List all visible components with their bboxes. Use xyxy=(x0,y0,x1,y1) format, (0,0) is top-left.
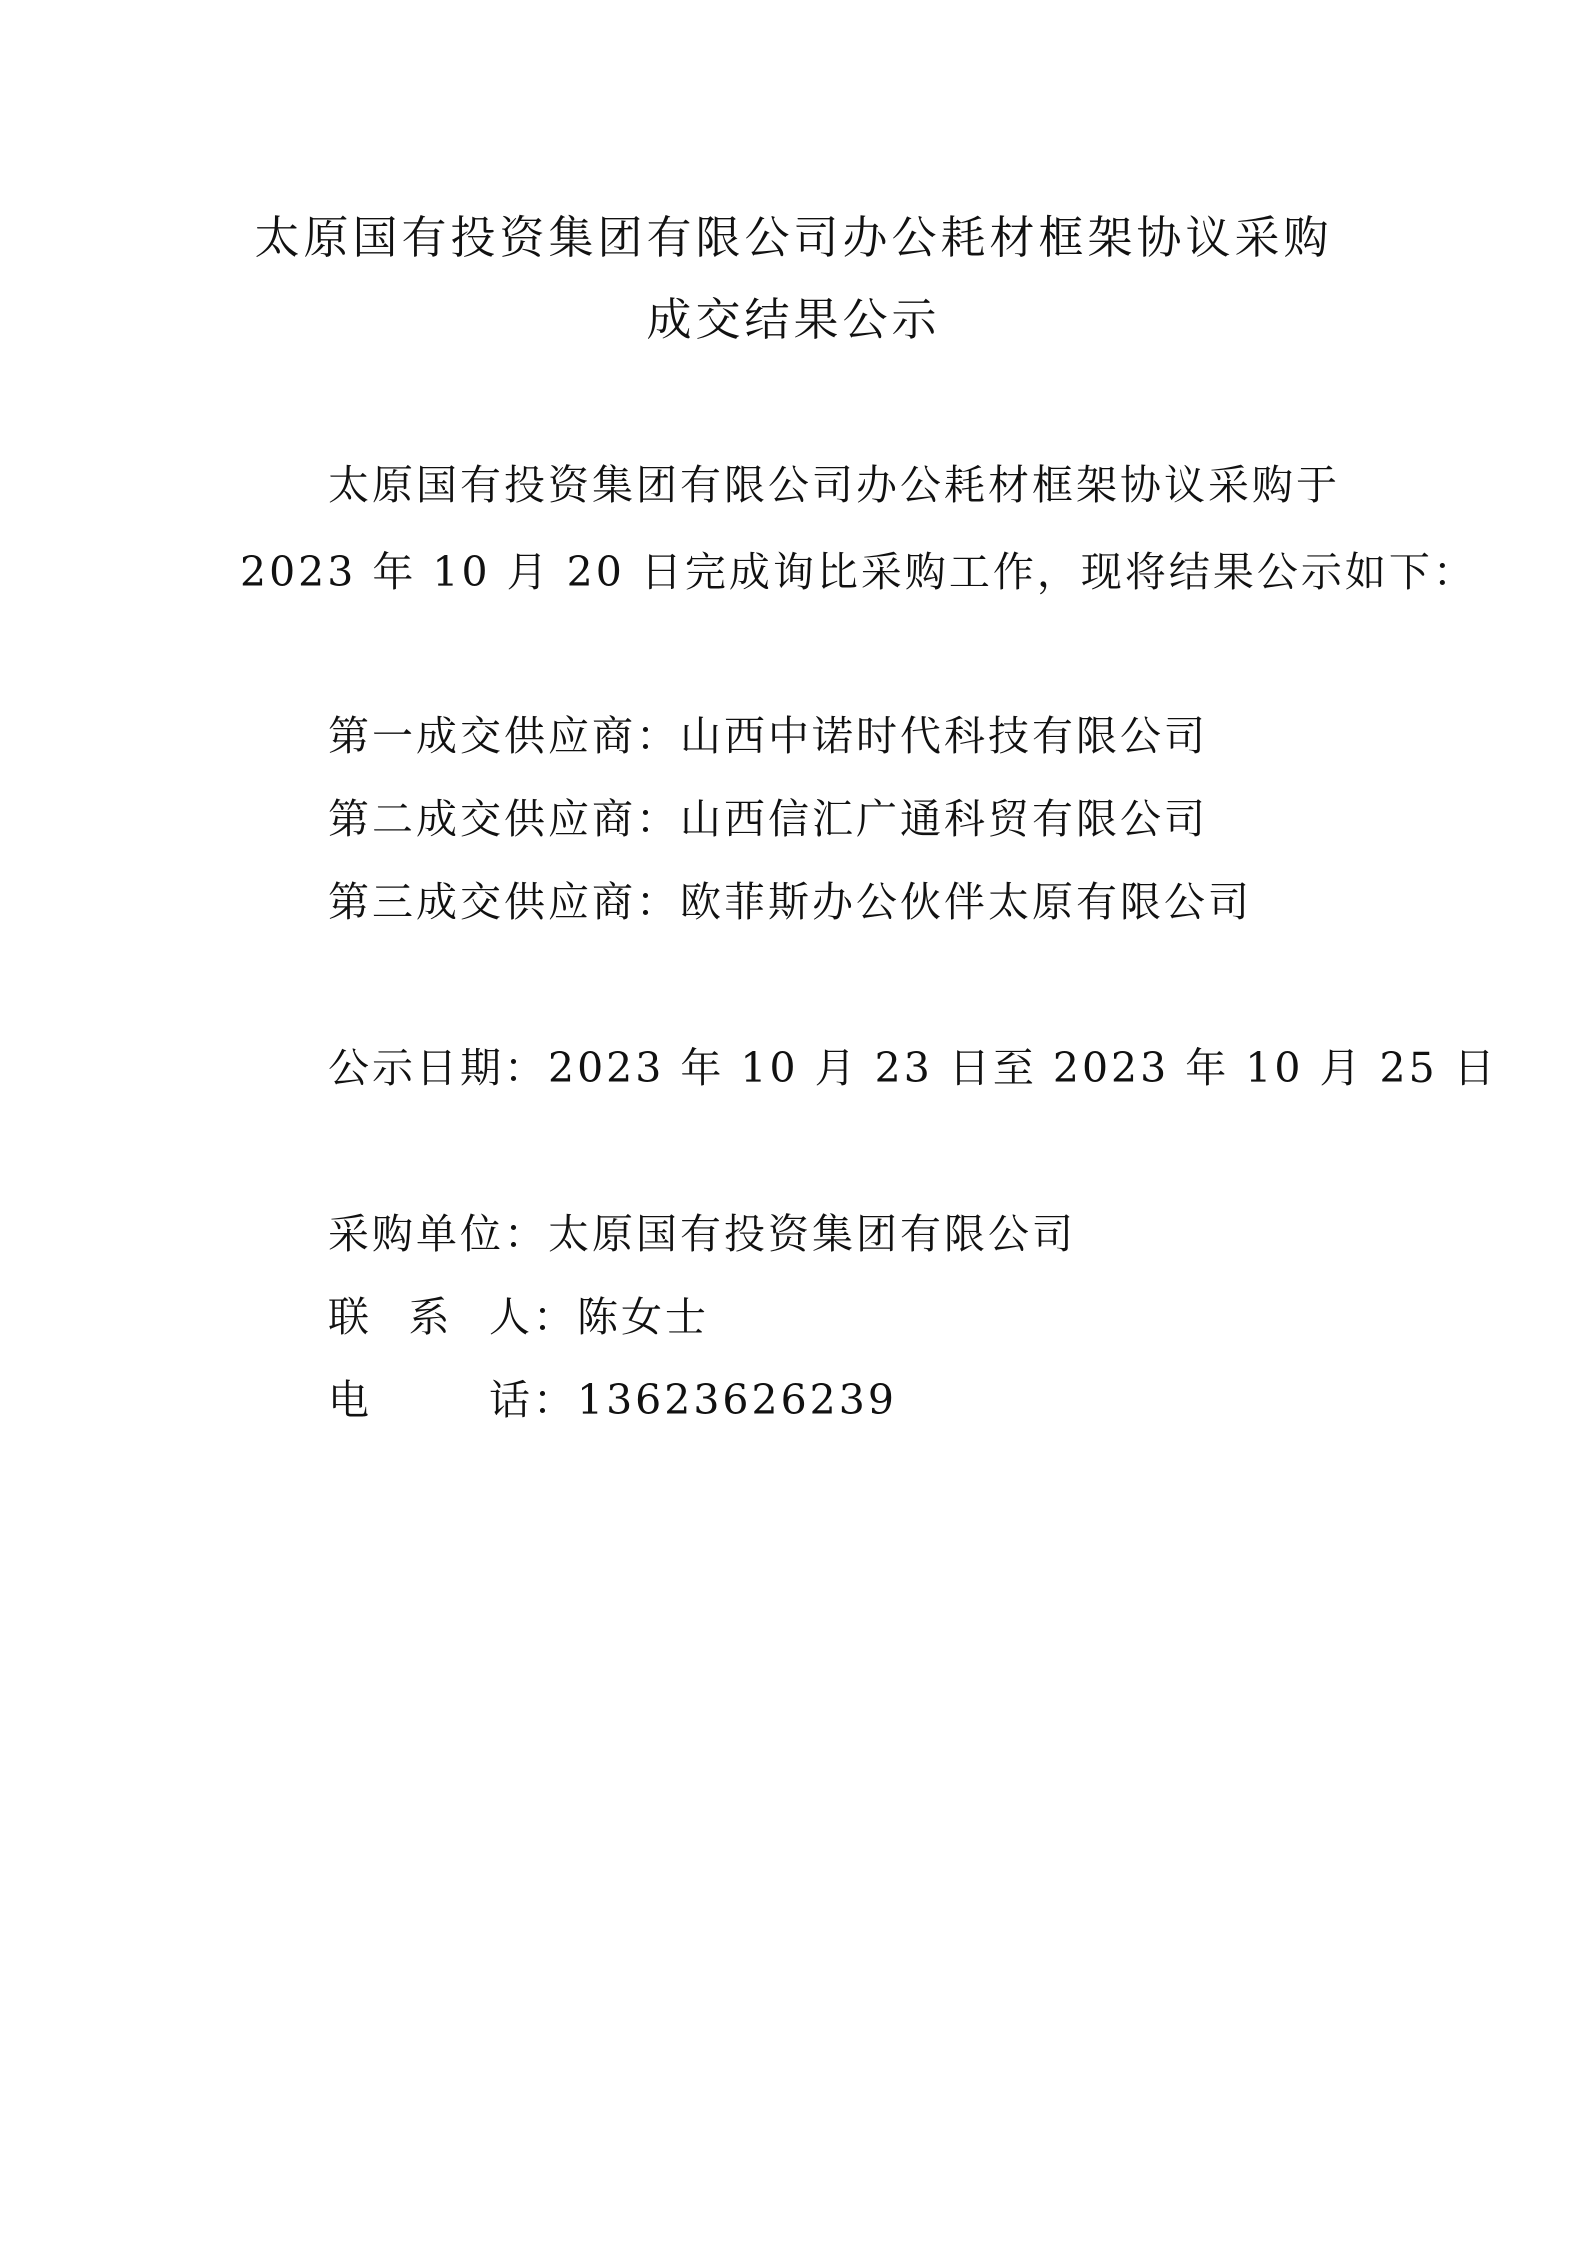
contact-label-char: 联 xyxy=(328,1293,372,1341)
phone-label xyxy=(328,1372,533,1428)
phone-colon: ： xyxy=(533,1376,577,1424)
supplier-row-first xyxy=(328,708,1208,764)
contact-label-char: 系 xyxy=(408,1293,453,1341)
supplier-label: 第三成交供应商： xyxy=(328,878,680,926)
notice-period-label: 公示日期： xyxy=(328,1044,548,1092)
supplier-name: 山西信汇广通科贸有限公司 xyxy=(680,795,1208,843)
contact-row xyxy=(328,1289,709,1345)
contact-label-char: 人 xyxy=(489,1293,533,1341)
phone-value: 13623626239 xyxy=(577,1376,897,1424)
purchaser-label: 采购单位： xyxy=(328,1210,548,1258)
supplier-label: 第二成交供应商： xyxy=(328,795,680,843)
intro-paragraph-line-1: 太原国有投资集团有限公司办公耗材框架协议采购于 xyxy=(328,461,1340,509)
document-title-line-2: 成交结果公示 xyxy=(646,293,941,346)
notice-period-row xyxy=(328,1040,1498,1096)
contact-label xyxy=(328,1289,533,1345)
notice-period-value: 2023 年 10 月 23 日至 2023 年 10 月 25 日 xyxy=(548,1044,1498,1092)
contact-colon: ： xyxy=(533,1293,577,1341)
phone-row xyxy=(328,1372,897,1428)
phone-label-char: 电 xyxy=(328,1376,372,1424)
purchaser-row xyxy=(328,1206,1076,1262)
supplier-label: 第一成交供应商： xyxy=(328,712,680,760)
supplier-row-second xyxy=(328,791,1208,847)
purchaser-value: 太原国有投资集团有限公司 xyxy=(548,1210,1076,1258)
phone-label-char: 话 xyxy=(489,1376,533,1424)
supplier-name: 欧菲斯办公伙伴太原有限公司 xyxy=(680,878,1252,926)
intro-paragraph-line-2: 2023 年 10 月 20 日完成询比采购工作，现将结果公示如下： xyxy=(240,548,1477,596)
supplier-name: 山西中诺时代科技有限公司 xyxy=(680,712,1208,760)
contact-value: 陈女士 xyxy=(577,1293,709,1341)
document-title-line-1: 太原国有投资集团有限公司办公耗材框架协议采购 xyxy=(254,211,1333,264)
supplier-row-third xyxy=(328,874,1252,930)
